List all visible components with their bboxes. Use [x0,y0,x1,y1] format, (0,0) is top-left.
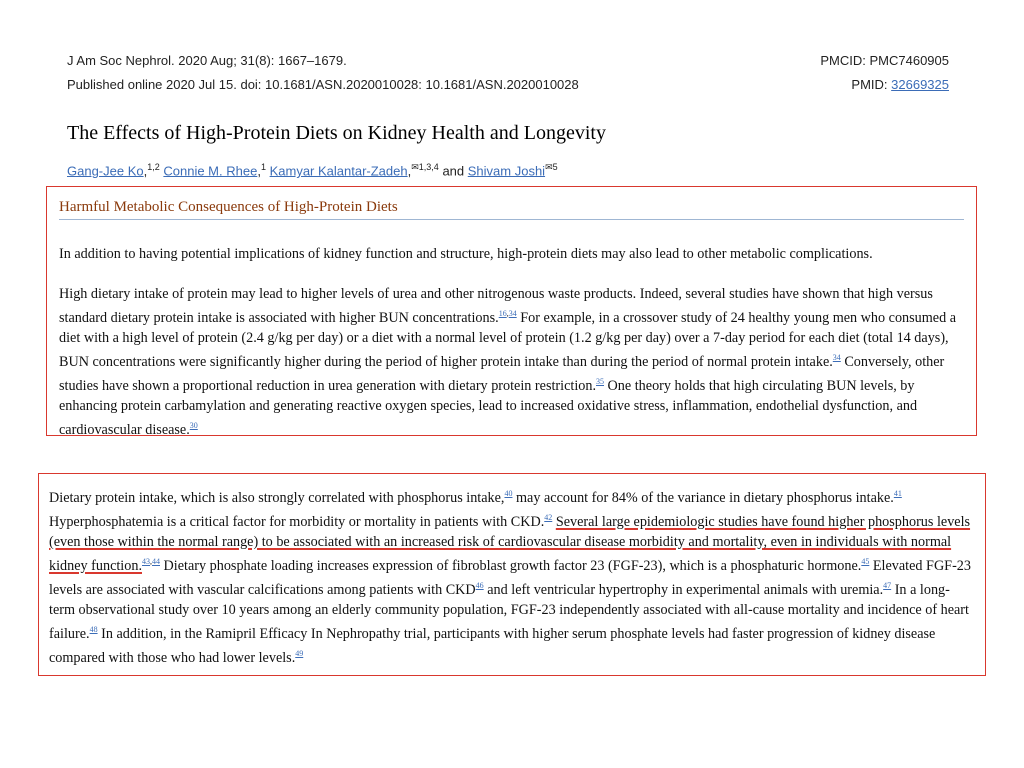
author-affiliation: ✉5 [545,162,558,172]
reference-link[interactable]: 43 [142,557,150,566]
author-affiliation: ✉1,3,4 [411,162,439,172]
reference-link[interactable]: 49 [295,649,304,658]
pmid-link[interactable]: 32669325 [891,77,949,92]
reference-link[interactable]: 42 [544,513,553,522]
reference-link[interactable]: 35 [596,377,604,386]
reference-link[interactable]: 40 [504,489,513,498]
pmid [851,77,949,92]
author-link[interactable]: Shivam Joshi [467,163,546,179]
author-affiliation: 1,2 [147,162,160,172]
reference-link[interactable]: 45 [861,557,870,566]
journal-citation: J Am Soc Nephrol. 2020 Aug; 31(8): 1667–1679. [67,53,347,68]
envelope-icon[interactable]: ✉ [411,162,419,172]
author-affiliation: 1 [260,162,266,172]
author-conjunction: and [442,163,465,179]
reference-link[interactable]: 16 [498,309,507,318]
author-sep: , [257,163,261,179]
highlight-box-paragraph [38,473,986,676]
paragraph: In addition to having potential implications of kidney function and structure, high-protein diets may also lead to other metabolic complications. [59,246,873,262]
reference-link[interactable]: 46 [475,581,484,590]
envelope-icon[interactable]: ✉ [545,162,553,172]
paragraph: High dietary intake of protein may lead to higher levels of urea and other nitrogenous waste products. Indeed, several studies have shown that high versus standard dietary protein intake is associated with higher BUN concentrations.$^{16,34}$ For example, in a crossover study of 24 healthy young men who consumed a diet with a high level of protein (2.4 g/kg per day) or a diet with a normal level of protein (1.2 g/kg per day) over a 7-day period for each diet (total 14 days), BUN concentrations were significantly higher during the period of higher protein intake than during the period of normal protein intake.$^{34}$ Conversely, other studies have shown a proportional reduction in urea generation with dietary protein restriction.$^{35}$ One theory holds that high circulating BUN levels, by enhancing protein carbamylation and generating reactive oxygen species, lead to increased oxidative stress, inflammation, endothelial dysfunction, and cardiovascular disease.$^{30}$ [59,286,957,438]
author-link[interactable]: Gang-Jee Ko [67,163,144,179]
reference-link[interactable]: 44 [152,557,160,566]
paragraph: Dietary protein intake, which is also strongly correlated with phosphorus intake,$^{40}$ may account for 84% of the variance in dietary phosphorus intake.$^{41}$ Hyperphosphatemia is a critical factor for morbidity or mortality in patients with CKD.$^{42}$ Several large epidemiologic studies have found higher phosphorus levels (even those within the normal range) to be associated with an increased risk of cardiovascular disease morbidity and mortality, even in individuals with normal kidney function.$^{43,44}$ Dietary phosphate loading increases expression of fibroblast growth factor 23 (FGF-23), which is a phosphaturic hormone.$^{45}$ Elevated FGF-23 levels are associated with vascular calcifications among patients with CKD$^{46}$ and left ventricular hypertrophy in experimental animals with uremia.$^{47}$ In a long-term observational study over 10 years among an elderly community population, FGF-23 independently associated with all-cause mortality and incidence of heart failure.$^{48}$ In addition, in the Ramipril Efficacy In Nephropathy trial, participants with higher serum phosphate levels had faster progression of kidney disease compared with those who had lower levels.$^{49}$ [49,489,971,666]
reference-link[interactable]: 30 [189,421,198,430]
reference-link[interactable]: 48 [89,625,98,634]
underlined-key-finding: Several large epidemiologic studies have found higher phosphorus levels (even those within the normal range) to be associated with an increased risk of cardiovascular disease morbidity and mortality, even in individuals with normal kidney function. [49,514,971,574]
reference-link[interactable]: 41 [893,489,902,498]
published-doi-line: Published online 2020 Jul 15. doi: 10.1681/ASN.2020010028: 10.1681/ASN.2020010028 [67,77,579,92]
author-link[interactable]: Kamyar Kalantar-Zadeh [269,163,408,179]
highlight-box-section [46,186,977,436]
author-link[interactable]: Connie M. Rhee [163,163,258,179]
author-sep: , [143,163,148,179]
author-sep: , [407,163,412,179]
pmid-label: PMID: [851,77,892,92]
section-heading: Harmful Metabolic Consequences of High-Protein Diets [59,199,964,220]
pmcid: PMCID: PMC7460905 [820,53,949,68]
author-list [67,162,558,178]
article-title: The Effects of High-Protein Diets on Kidney Health and Longevity [67,122,606,144]
reference-link[interactable]: 47 [883,581,892,590]
reference-link[interactable]: 34 [832,353,841,362]
reference-link[interactable]: 34 [508,309,517,318]
